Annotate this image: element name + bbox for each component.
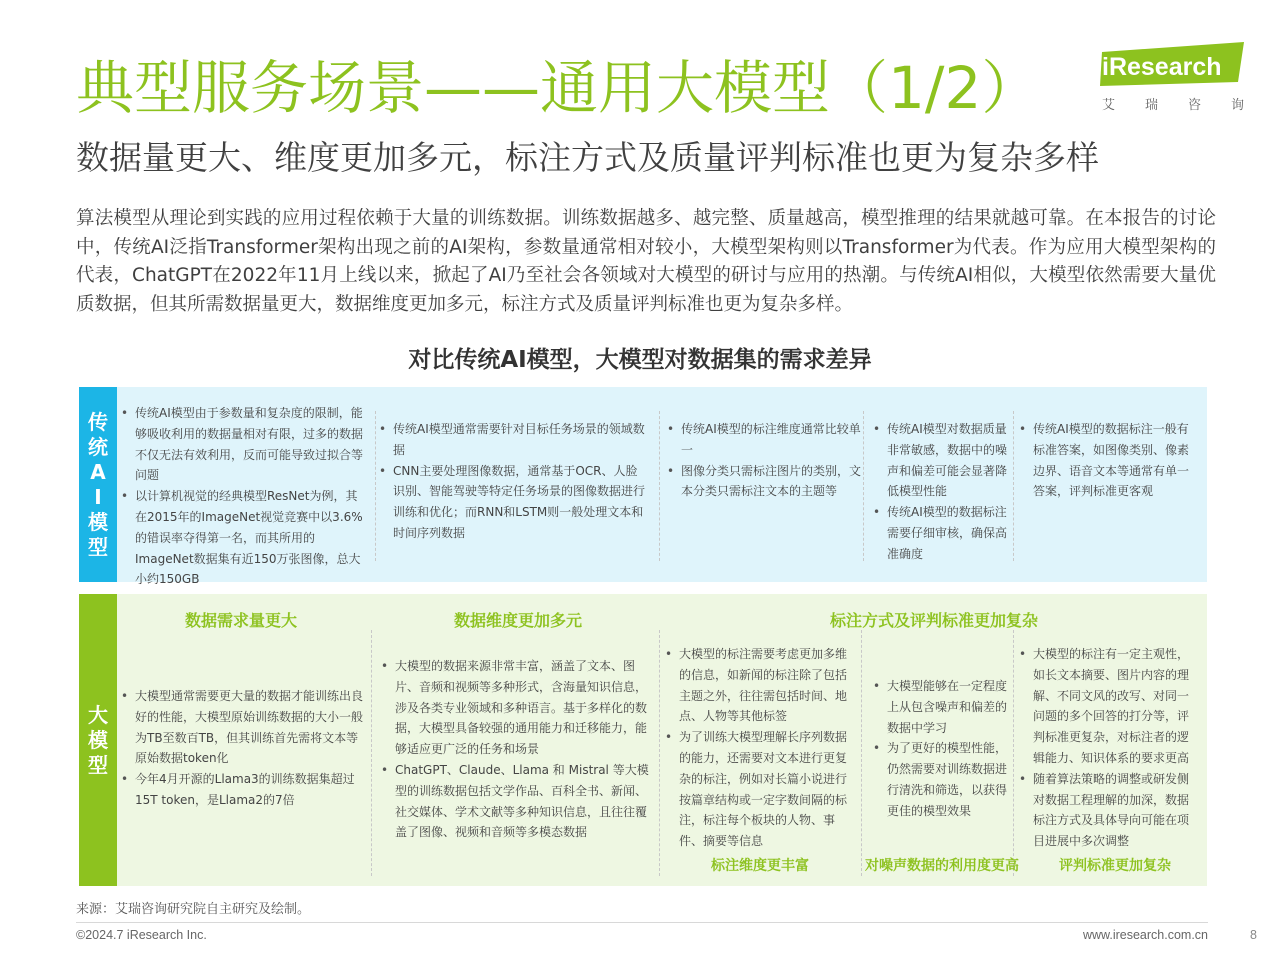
source-note: 来源：艾瑞咨询研究院自主研究及绘制。	[76, 902, 311, 917]
large-heading-evaluation: 标注方式及评判标准更加复杂	[829, 611, 1038, 630]
list-item: • 传统AI模型的数据标注一般有标准答案，如图像类别、像素边界、语音文本等通常有单一答案，评判标准更客观	[1019, 419, 1199, 502]
logo-cn-char: 咨	[1187, 98, 1201, 113]
list-item: • 传统AI模型对数据质量非常敏感，数据中的噪声和偏差可能会显著降低模型性能	[873, 419, 1009, 502]
logo-cn-char: 艾	[1102, 98, 1116, 113]
list-item: • 传统AI模型的标注维度通常比较单一	[667, 419, 862, 461]
divider	[371, 630, 372, 876]
large-footer-label-dimension: 标注维度更丰富	[711, 858, 809, 874]
large-col-data-volume	[121, 686, 369, 811]
divider	[659, 411, 660, 561]
large-col-data-dimension	[381, 656, 653, 843]
large-col-label-dimension	[665, 644, 855, 852]
divider	[863, 411, 864, 561]
divider	[861, 630, 862, 876]
iresearch-logo	[1098, 40, 1248, 115]
list-item: • 大模型的数据来源非常丰富，涵盖了文本、图片、音频和视频等多种形式，含海量知识信息，涉及各类专业领域和多种语言。基于多样化的数据，大模型具备较强的通用能力和迁移能力，能够适应更广泛的任务和场景	[381, 656, 653, 760]
logo-cn-text	[1102, 94, 1244, 113]
large-heading-volume: 数据需求量更大	[184, 611, 297, 630]
divider	[375, 411, 376, 561]
list-item: • 大模型的标注需要考虑更加多维的信息，如新闻的标注除了包括主题之外，往往需包括时间、地点、人物等其他标签	[665, 644, 855, 727]
trad-col-data-volume	[121, 403, 369, 590]
list-item: • 随着算法策略的调整或研发侧对数据工程理解的加深，数据标注方式及具体导向可能在项目进展中多次调整	[1019, 769, 1199, 852]
list-item: • 为了更好的模型性能，仍然需要对训练数据进行清洗和筛选，以获得更佳的模型效果	[873, 738, 1009, 821]
logo-cn-char: 瑞	[1144, 98, 1158, 113]
list-item: • 图像分类只需标注图片的类别，文本分类只需标注文本的主题等	[667, 461, 862, 503]
list-item: • 传统AI模型的数据标注需要仔细审核，确保高准确度	[873, 502, 1009, 564]
list-item: • 大模型能够在一定程度上从包含噪声和偏差的数据中学习	[873, 676, 1009, 738]
traditional-ai-tag	[79, 387, 117, 582]
divider	[659, 630, 660, 876]
traditional-ai-band	[79, 387, 1207, 587]
trad-col-data-quality	[873, 419, 1009, 565]
traditional-ai-label: 传统AI模型	[88, 409, 108, 559]
footer-divider	[76, 922, 1208, 923]
page-title: 典型服务场景——通用大模型（1/2）	[76, 54, 1040, 122]
large-footer-noise: 对噪声数据的利用度更高	[865, 858, 1019, 874]
large-col-evaluation	[1019, 644, 1199, 852]
large-footer-evaluation: 评判标准更加复杂	[1059, 858, 1171, 874]
divider	[1013, 411, 1014, 561]
large-heading-dimension: 数据维度更加多元	[453, 611, 582, 630]
large-col-noise	[873, 676, 1009, 822]
large-model-label: 大模型	[88, 702, 108, 777]
list-item: • ChatGPT、Claude、Llama 和 Mistral 等大模型的训练数据包括文学作品、百科全书、新闻、社交媒体、学术文献等多种知识信息，且往往覆盖了图像、视频和音频等多模态数据	[381, 760, 653, 843]
large-model-tag	[79, 594, 117, 886]
list-item: • CNN主要处理图像数据，通常基于OCR、人脸识别、智能驾驶等特定任务场景的图像数据进行训练和优化；而RNN和LSTM则一般处理文本和时间序列数据	[379, 461, 649, 544]
divider	[1013, 630, 1014, 876]
page-subtitle: 数据量更大、维度更加多元，标注方式及质量评判标准也更为复杂多样	[76, 138, 1099, 177]
large-model-band	[79, 594, 1207, 886]
trad-col-data-domain	[379, 419, 649, 544]
website-link[interactable]: www.iresearch.com.cn	[1082, 928, 1208, 942]
list-item: • 传统AI模型通常需要针对目标任务场景的领域数据	[379, 419, 649, 461]
list-item: • 大模型的标注有一定主观性，如长文本摘要、图片内容的理解、不同文风的改写、对同一问题的多个回答的打分等，评判标准更复杂，对标注者的逻辑能力、知识体系的要求更高	[1019, 644, 1199, 769]
diagram-title: 对比传统AI模型，大模型对数据集的需求差异	[408, 347, 872, 373]
logo-text: iResearch	[1102, 53, 1222, 81]
copyright: ©2024.7 iResearch Inc.	[76, 928, 207, 942]
list-item: • 今年4月开源的Llama3的训练数据集超过15T token，是Llama2的7倍	[121, 769, 369, 811]
list-item: • 为了训练大模型理解长序列数据的能力，还需要对文本进行更复杂的标注，例如对长篇小说进行按篇章结构或一定字数间隔的标注，标注每个板块的人物、事件、摘要等信息	[665, 727, 855, 852]
logo-cn-char: 询	[1230, 98, 1244, 113]
page-number: 8	[1250, 928, 1257, 942]
trad-col-evaluation	[1019, 419, 1199, 502]
intro-paragraph: 算法模型从理论到实践的应用过程依赖于大量的训练数据。训练数据越多、越完整、质量越高，模型推理的结果就越可靠。在本报告的讨论中，传统AI泛指Transformer架构出现之前的AI架构，参数量通常相对较小，大模型架构则以Transformer为代表。作为应用大模型架构的代表，ChatGPT在2022年11月上线以来，掀起了AI乃至社会各领域对大模型的研讨与应用的热潮。与传统AI相似，大模型依然需要大量优质数据，但其所需数据量更大，数据维度更加多元，标注方式及质量评判标准也更为复杂多样。	[76, 208, 1216, 315]
list-item: • 传统AI模型由于参数量和复杂度的限制，能够吸收利用的数据量相对有限，过多的数据不仅无法有效利用，反而可能导致过拟合等问题	[121, 403, 369, 486]
list-item: • 大模型通常需要更大量的数据才能训练出良好的性能，大模型原始训练数据的大小一般为TB至数百TB，但其训练首先需将文本等原始数据token化	[121, 686, 369, 769]
trad-col-label-dimension	[667, 419, 862, 502]
list-item: • 以计算机视觉的经典模型ResNet为例，其在2015年的ImageNet视觉竞赛中以3.6%的错误率夺得第一名，而其所用的ImageNet数据集有近150万张图像，总大小约150GB	[121, 486, 369, 590]
